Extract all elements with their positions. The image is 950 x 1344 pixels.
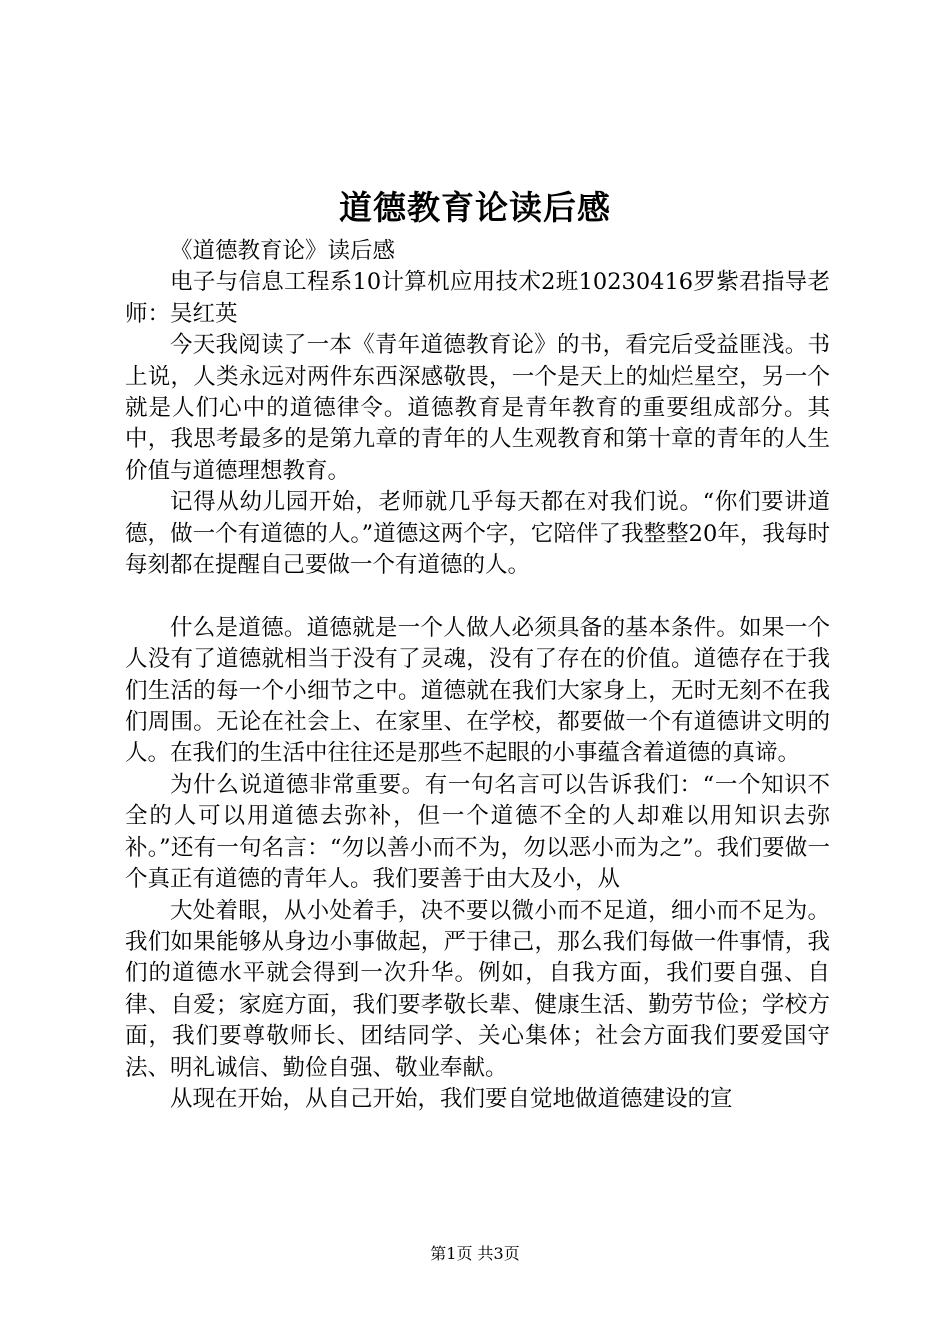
- paragraph-4: 为什么说道德非常重要。有一句名言可以告诉我们：“一个知识不全的人可以用道德去弥补，但一个道德不全的人却难以用知识去弥补。”还有一句名言：“勿以善小而不为，勿以恶小而为之”。我们要做一个真正有道德的青年人。我们要善于由大及小，从: [125, 771, 830, 893]
- paragraph-6: 从现在开始，从自己开始，我们要自觉地做道德建设的宣: [170, 1085, 733, 1112]
- page-number: 第1页 共3页: [430, 1244, 520, 1263]
- paragraph-2: 记得从幼儿园开始，老师就几乎每天都在对我们说。“你们要讲道德，做一个有道德的人。”道德这两个字，它陪伴了我整整20年，我每时每刻都在提醒自己要做一个有道德的人。: [125, 489, 830, 579]
- paragraph-3: 什么是道德。道德就是一个人做人必须具备的基本条件。如果一个人没有了道德就相当于没有了灵魂，没有了存在的价值。道德存在于我们生活的每一个小细节之中。道德就在我们大家身上，无时无刻不在我们周围。无论在社会上、在家里、在学校，都要做一个有道德讲文明的人。在我们的生活中往往还是那些不起眼的小事蕴含着道德的真谛。: [125, 614, 830, 767]
- paragraph-5: 大处着眼，从小处着手，决不要以微小而不足道，细小而不足为。我们如果能够从身边小事做起，严于律己，那么我们每做一件事情，我们的道德水平就会得到一次升华。例如，自我方面，我们要自强、自律、自爱；家庭方面，我们要孝敬长辈、健康生活、勤劳节俭；学校方面，我们要尊敬师长、团结同学、关心集体；社会方面我们要爱国守法、明礼诚信、勤俭自强、敬业奉献。: [125, 897, 830, 1081]
- document-body: [125, 236, 830, 1115]
- paragraph-book-title: 《道德教育论》读后感: [170, 238, 396, 264]
- paragraph-1: 今天我阅读了一本《青年道德教育论》的书，看完后受益匪浅。书上说，人类永远对两件东西深感敬畏，一个是天上的灿烂星空，另一个就是人们心中的道德律令。道德教育是青年教育的重要组成部分。其中，我思考最多的是第九章的青年的人生观教育和第十章的青年的人生价值与道德理想教育。: [125, 332, 830, 484]
- document-title: 道德教育论读后感: [339, 188, 611, 227]
- paragraph-author-info: 电子与信息工程系10计算机应用技术2班10230416罗紫君指导老师：吴红英: [125, 269, 830, 327]
